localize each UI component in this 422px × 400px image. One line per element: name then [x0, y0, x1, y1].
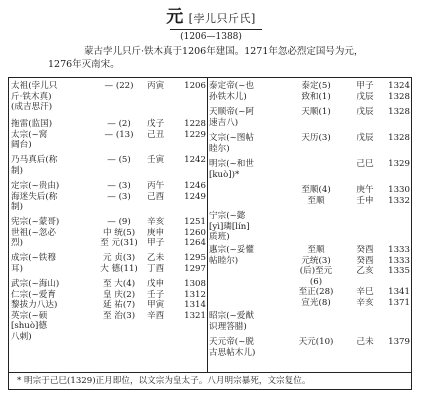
- ruler-name: 天元帝(~脱 古思帖木儿): [209, 337, 256, 358]
- table-row: [9, 107, 413, 131]
- ruler-name: 宁宗(~懿 [yì]璘[lín] 质班): [209, 211, 250, 242]
- table-row: [9, 311, 413, 335]
- ruler-name: 武宗(~海山) 仁宗(~爱育 黎拔力八达) 英宗(~硕 [shuò]德 八剌): [11, 279, 60, 342]
- ganzhi-year: 己未: [356, 337, 374, 347]
- ganzhi-year: 戊辰: [356, 107, 374, 117]
- ganzhi-year: 戊申 壬子 甲寅 辛酉: [147, 279, 165, 321]
- ad-year: 1379: [388, 337, 410, 347]
- ruler-name: 乃马真后(称 制): [11, 155, 58, 176]
- ad-year: 1324 1328: [388, 81, 410, 102]
- ganzhi-year: 壬寅: [147, 155, 165, 165]
- ganzhi-year: 戊辰: [356, 133, 374, 143]
- ganzhi-year: 己巳: [356, 159, 374, 169]
- ganzhi-year: 乙未 丁酉: [147, 253, 165, 274]
- era-name: 至顺 元统(3) (后)至元 (6) 至正(28) 宣光(8): [298, 245, 334, 308]
- ad-year: 1329: [388, 159, 410, 169]
- ad-year: 1328: [388, 107, 410, 117]
- table-row: [9, 245, 413, 309]
- ganzhi-year: 戊子 己丑: [147, 119, 165, 140]
- era-name: 天历(3): [301, 133, 331, 143]
- era-name: 至 大(4) 皇 庆(2) 延 祐(7) 至 治(3): [102, 279, 136, 321]
- era-name: — (3) — (3): [107, 181, 131, 202]
- ad-year: 1330 1332: [388, 185, 410, 206]
- ad-year: 1333 1333 1335 1341 1371: [388, 245, 410, 308]
- ganzhi-year: 辛亥 庚申 甲子: [147, 217, 165, 248]
- ganzhi-year: 庚午 壬申: [356, 185, 374, 206]
- ruler-name: 昭宗(~爱猷 识理答腊): [209, 311, 254, 332]
- dynasty-description: 蒙古孛儿只斤·铁木真于1206年建国。1271年忽必烈定国号为元，1276年灭南宋。: [48, 46, 364, 70]
- era-name: 元 贞(3) 大 德(11): [100, 253, 138, 274]
- ganzhi-year: 甲子 戊辰: [356, 81, 374, 102]
- era-name: — (2) — (13): [104, 119, 134, 140]
- ad-year: 1228 1229: [184, 119, 206, 140]
- ruler-name: 明宗(~和世 [kuò])*: [209, 159, 254, 180]
- clan-name: [孛儿只斤氏]: [188, 12, 256, 25]
- era-name: 至顺(4) 至顺: [301, 185, 331, 206]
- table-row: [9, 133, 413, 157]
- ruler-name: 文宗(~图帖 睦尔): [209, 133, 254, 154]
- era-name: — (5): [107, 155, 131, 165]
- table-row: [9, 81, 413, 105]
- ruler-name: 天顺帝(~阿 速吉八): [209, 107, 254, 128]
- ad-year: 1251 1260 1264: [184, 217, 206, 248]
- heading-underline: [170, 29, 262, 30]
- era-name: 泰定(5) 致和(1): [301, 81, 331, 102]
- era-name: 天顺(1): [301, 107, 331, 117]
- ruler-name: 太祖(孛儿只 斤·铁木真) (成吉思汗): [11, 81, 58, 112]
- ganzhi-year: 癸酉 癸酉 乙亥 辛巳 辛亥: [356, 245, 374, 308]
- era-name: 天元(10): [298, 337, 334, 347]
- table-row: [9, 159, 413, 183]
- ganzhi-year: 丙寅: [147, 81, 165, 91]
- ruler-name: 宪宗(~蒙哥) 世祖(~忽必 烈): [11, 217, 60, 248]
- table-row: [9, 211, 413, 243]
- dynasty-name: 元: [166, 7, 184, 27]
- ruler-name: 泰定帝(~也 孙铁木儿): [209, 81, 254, 102]
- ruler-name: 成宗(~铁穆 耳): [11, 253, 56, 274]
- reign-table: [8, 77, 412, 373]
- ruler-name: 定宗(~贵由) 海迷失后(称 制): [11, 181, 60, 212]
- era-name: — (22): [104, 81, 134, 91]
- ad-year: 1206: [184, 81, 206, 91]
- table-row: [9, 337, 413, 363]
- dynasty-heading: [0, 6, 422, 30]
- ad-year: 1328: [388, 133, 410, 143]
- table-row: [9, 185, 413, 209]
- ad-year: 1308 1312 1314 1321: [184, 279, 206, 321]
- footnote: * 明宗于己巳(1329)正月即位，以文宗为皇太子。八月明宗暴死，文宗复位。: [8, 373, 412, 390]
- ruler-name: 拖雷(监国) 太宗(~窝 阔台): [11, 119, 53, 150]
- ad-year: 1295 1297: [184, 253, 206, 274]
- ad-year: 1242: [184, 155, 206, 165]
- dynasty-period: (1206—1388): [180, 32, 242, 42]
- ad-year: 1246 1249: [184, 181, 206, 202]
- ruler-name: 惠宗(~妥懽 帖睦尔): [209, 245, 254, 266]
- ganzhi-year: 丙午 己酉: [147, 181, 165, 202]
- era-name: — (9) 中 统(5) 至 元(31): [100, 217, 138, 248]
